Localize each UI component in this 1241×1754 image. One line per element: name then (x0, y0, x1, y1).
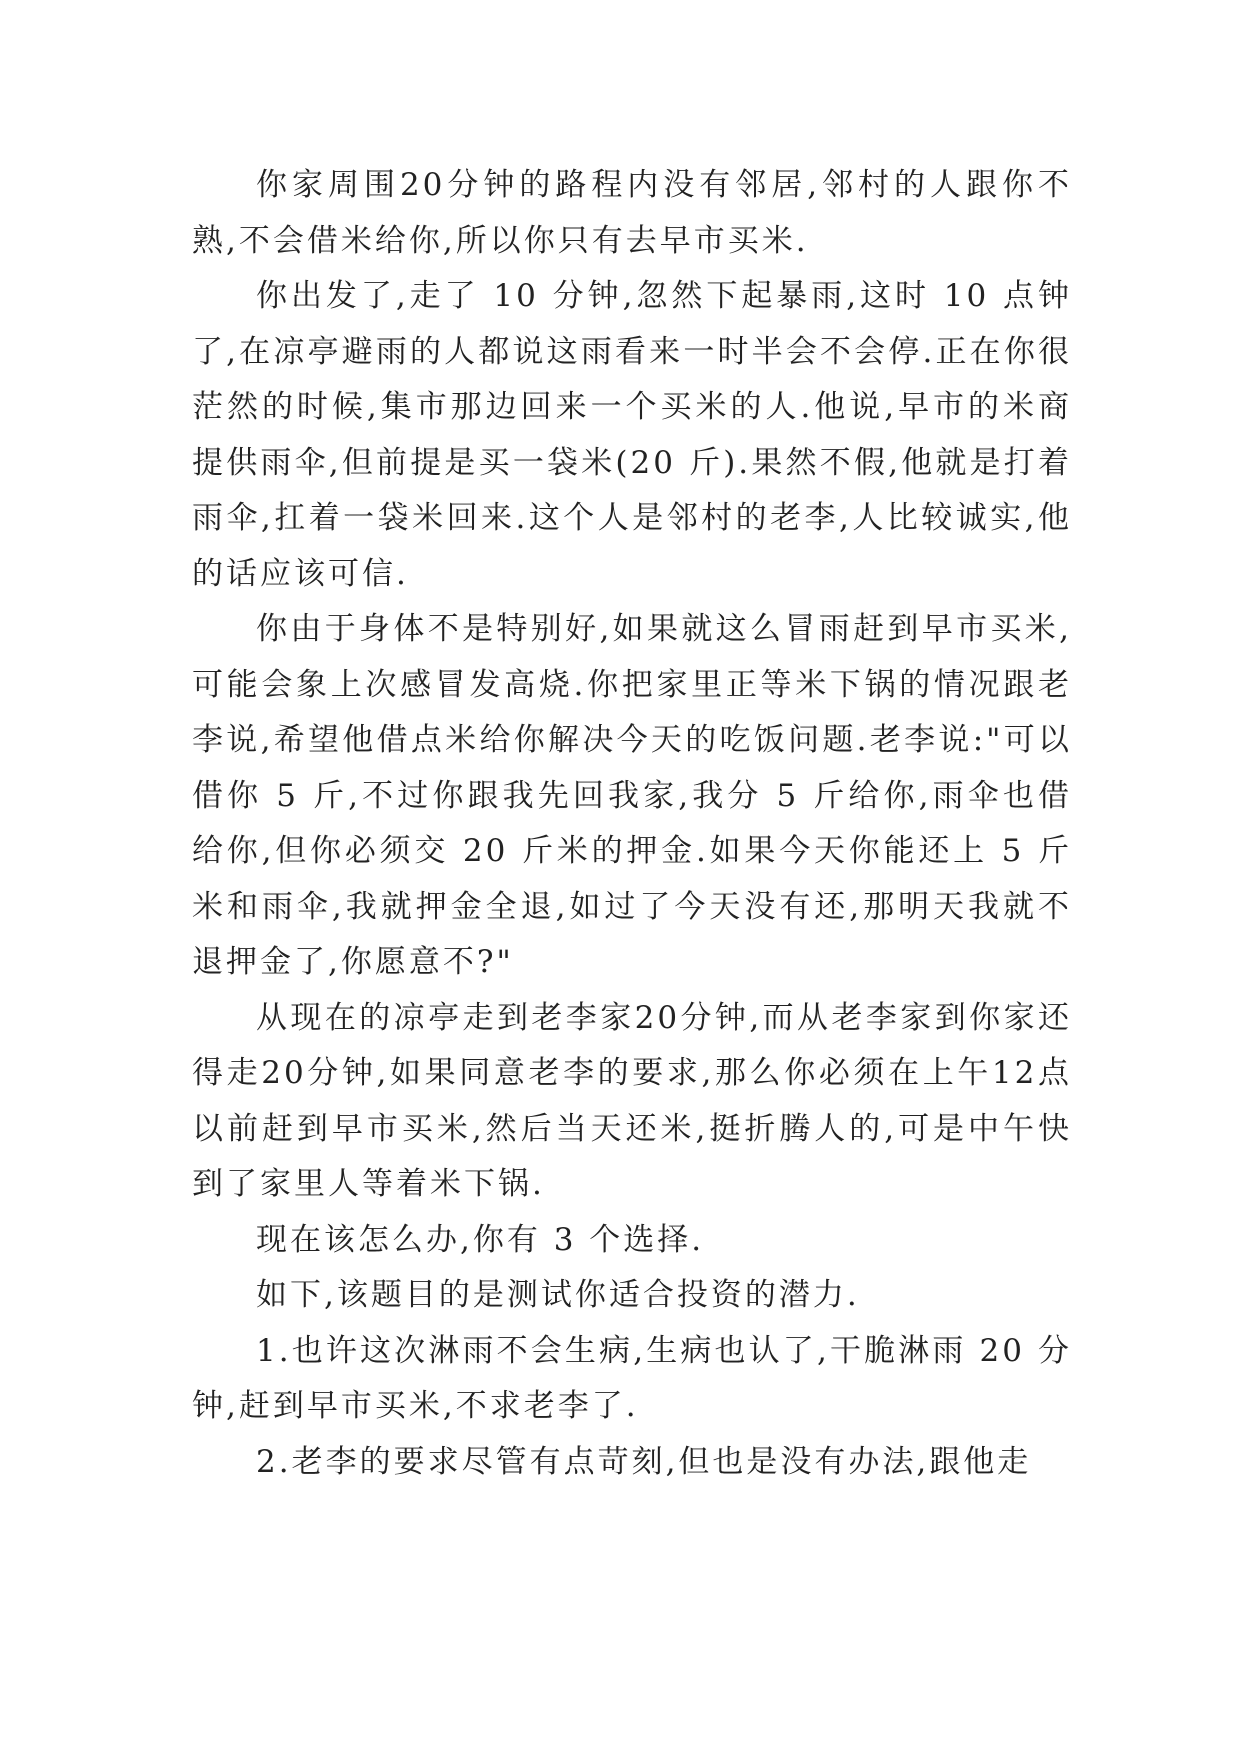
paragraph: 你由于身体不是特别好,如果就这么冒雨赶到早市买米,可能会象上次感冒发高烧.你把家里正等米下锅的情况跟老李说,希望他借点米给你解决今天的吃饭问题.老李说:"可以借你 5 斤,不过你跟我先回我家,我分 5 斤给你,雨伞也借给你,但你必须交 20 斤米的押金.如果今天你能还上 5 斤米和雨伞,我就押金全退,如过了今天没有还,那明天我就不退押金了,你愿意不?" (192, 611, 1072, 980)
paragraph: 如下,该题目的是测试你适合投资的潜力. (256, 1277, 860, 1313)
paragraph: 从现在的凉亭走到老李家20分钟,而从老李家到你家还得走20分钟,如果同意老李的要求,那么你必须在上午12点以前赶到早市买米,然后当天还米,挺折腾人的,可是中午快到了家里人等着米下锅. (192, 999, 1072, 1202)
paragraph: 现在该怎么办,你有 3 个选择. (256, 1221, 705, 1258)
paragraph: 你家周围20分钟的路程内没有邻居,邻村的人跟你不熟,不会借米给你,所以你只有去早市买米. (192, 167, 1072, 259)
list-item: 1.也许这次淋雨不会生病,生病也认了,干脆淋雨 20 分钟,赶到早市买米,不求老李了. (192, 1332, 1072, 1424)
list-item: 2.老李的要求尽管有点苛刻,但也是没有办法,跟他走 (256, 1443, 1032, 1480)
document-body (192, 158, 1072, 1490)
paragraph: 你出发了,走了 10 分钟,忽然下起暴雨,这时 10 点钟了,在凉亭避雨的人都说这雨看来一时半会不会停.正在你很茫然的时候,集市那边回来一个买米的人.他说,早市的米商提供雨伞,但前提是买一袋米(20 斤).果然不假,他就是打着雨伞,扛着一袋米回来.这个人是邻村的老李,人比较诚实,他的话应该可信. (192, 278, 1072, 592)
